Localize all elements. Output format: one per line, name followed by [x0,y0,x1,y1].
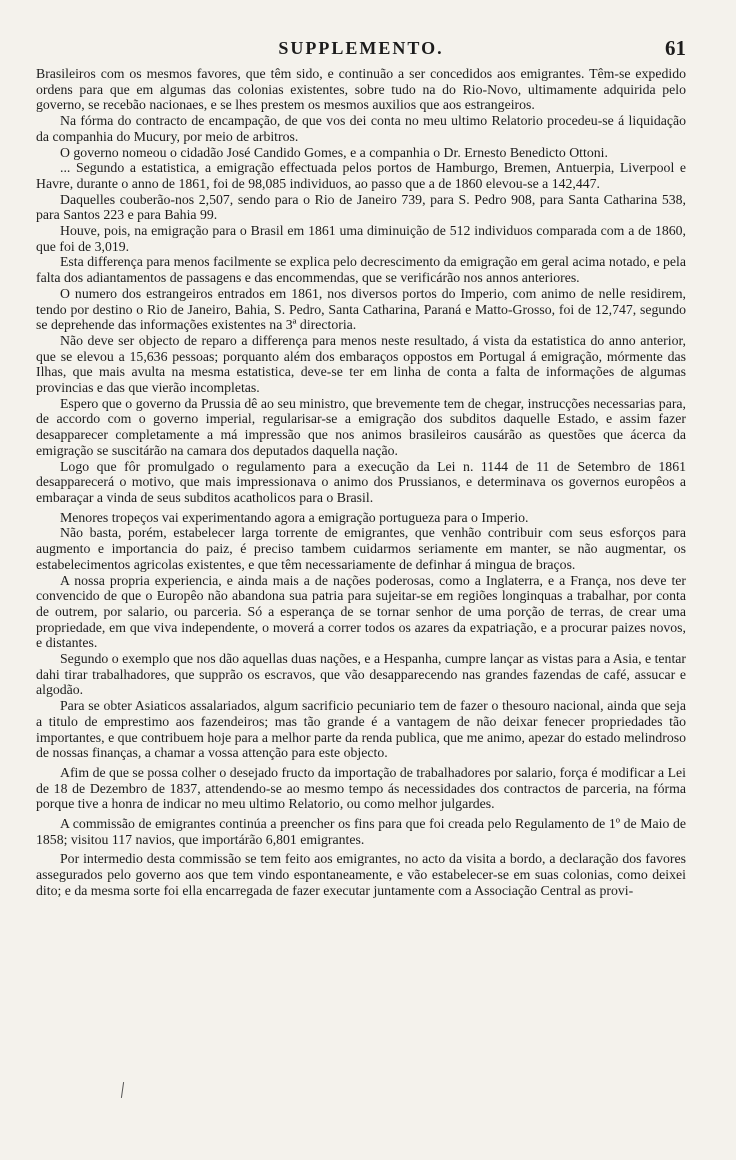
paragraph: Na fórma do contracto de encampação, de que vos dei conta no meu ultimo Relatorio procedeu-se á liquidação da companhia do Mucury, por meio de arbitros. [36,113,686,144]
paragraph: Espero que o governo da Prussia dê ao seu ministro, que brevemente tem de chegar, instrucções necessarias para, de accordo com o governo imperial, regularisar-se a emigração dos subditos daquelle Estado, e assim fazer desapparecer completamente a má impressão que nos animos brasileiros causárão as questões que ácerca da emigração se suscitárão na camara dos deputados daquella nação. [36,395,686,458]
paragraph: Por intermedio desta commissão se tem feito aos emigrantes, no acto da visita a bordo, a declaração dos favores assegurados pelo governo aos que tem vindo espontaneamente, e vão estabelecer-se em suas colonias, como deixei dito; e da mesma sorte foi ella encarregada de fazer executar juntamente com a Associação Central as provi- [36,851,686,898]
paragraph: Menores tropeços vai experimentando agora a emigração portugueza para o Imperio. [60,509,529,525]
paragraph: A nossa propria experiencia, e ainda mais a de nações poderosas, como a Inglaterra, e a França, nos deve ter convencido de que o Europêo não abandona sua patria para sujeitar-se em regiões longinquas a trabalhar, por conta de outrem, por salario, ou parceria. Só a esperança de se tornar senhor de uma porção de terras, de crear uma propriedade, em que viva independente, o moverá a correr todos os azares da expatriação, e a procurar paizes novos, e distantes. [36,572,686,651]
paragraph: A commissão de emigrantes continúa a preencher os fins para que foi creada pelo Regulamento de 1º de Maio de 1858; visitou 117 navios, que importárão 6,801 emigrantes. [36,816,686,847]
paragraph: Para se obter Asiaticos assalariados, algum sacrificio pecuniario tem de fazer o thesouro nacional, ainda que seja a titulo de emprestimo aos fazendeiros; mas tão grande é a vantagem de não deixar fenecer propriedades tão importantes, e que contribuem hoje para a melhor parte da renda publica, que me animo, apezar do estado melindroso de nossas finanças, a chamar a vossa attenção para este objecto. [36,698,686,761]
paragraph: Não deve ser objecto de reparo a differença para menos neste resultado, á vista da estatistica do anno anterior, que se elevou a 15,636 pessoas; porquanto além dos embaraços oppostos em Portugal á emigração, mórmente das Ilhas, que mais avulta na mesma estatistica, deve-se ter em linha de conta a falta de informações de algumas provincias e das que vierão incompletas. [36,332,686,396]
paragraph: Houve, pois, na emigração para o Brasil em 1861 uma diminuição de 512 individuos comparada com a de 1860, que foi de 3,019. [36,223,686,254]
paragraph: O numero dos estrangeiros entrados em 1861, nos diversos portos do Imperio, com animo de nelle residirem, tendo por destino o Rio de Janeiro, Bahia, S. Pedro, Santa Catharina, Paraná e Matto-Grosso, foi de 12,747, segundo se deprehende das informações existentes na 3ª directoria. [36,285,686,333]
paragraph: O governo nomeou o cidadão José Candido Gomes, e a companhia o Dr. Ernesto Benedicto Ottoni. [60,144,608,160]
paragraph: Não basta, porém, estabelecer larga torrente de emigrantes, que venhão contribuir com seus esforços para augmento e importancia do paiz, é preciso tambem cuidarmos seriamente em manter, se não augmentar, os estabelecimentos agricolas existentes, e que têm necessariamente de definhar á mingua de braços. [36,525,686,572]
running-header [36,38,686,64]
page-title: SUPPLEMENTO. [278,38,444,58]
paragraph: Afim de que se possa colher o desejado fructo da importação de trabalhadores por salario, força é modificar a Lei de 18 de Dezembro de 1837, attendendo-se ao mesmo tempo ás necessidades dos contractos de parceria, na fórma porque tive a honra de indicar no meu ultimo Relatorio, ou como melhor julgardes. [36,764,686,812]
paragraph: Brasileiros com os mesmos favores, que têm sido, e continuão a ser concedidos aos emigrantes. Têm-se expedido ordens para que em algumas das colonias existentes, sobre tudo na do Rio-Novo, ultimamente adquirida pelo governo, se recebão nacionaes, e se lhes prestem os mesmos auxilios que aos estrangeiros. [36,66,686,113]
paragraph: Daquelles couberão-nos 2,507, sendo para o Rio de Janeiro 739, para S. Pedro 908, para Santa Catharina 538, para Santos 223 e para Bahia 99. [36,191,686,223]
paragraph: Esta differença para menos facilmente se explica pelo decrescimento da emigração em geral acima notado, e pela falta dos adiantamentos de passagens e das encommendas, que se verificárão nos annos anteriores. [36,254,686,286]
stray-ink-mark [121,1082,124,1098]
paragraph: Segundo o exemplo que nos dão aquellas duas nações, e a Hespanha, cumpre lançar as vistas para a Asia, e tentar dahi tirar trabalhadores, que supprão os escravos, que vão desapparecendo nas grandes fazendas de café, assucar e algodão. [36,651,686,698]
body-text [36,66,686,899]
paragraph: Logo que fôr promulgado o regulamento para a execução da Lei n. 1144 de 11 de Setembro de 1861 desapparecerá o motivo, que mais impressionava o animo dos Prussianos, e determinava os governos europêos a embaraçar a vinda de seus subditos acatholicos para o Brasil. [36,458,686,505]
paragraph: ... Segundo a estatistica, a emigração effectuada pelos portos de Hamburgo, Bremen, Antuerpia, Liverpool e Havre, durante o anno de 1861, foi de 98,085 individuos, ao passo que a de 1860 elevou-se a 142,447. [36,160,686,191]
page-number: 61 [665,36,686,60]
